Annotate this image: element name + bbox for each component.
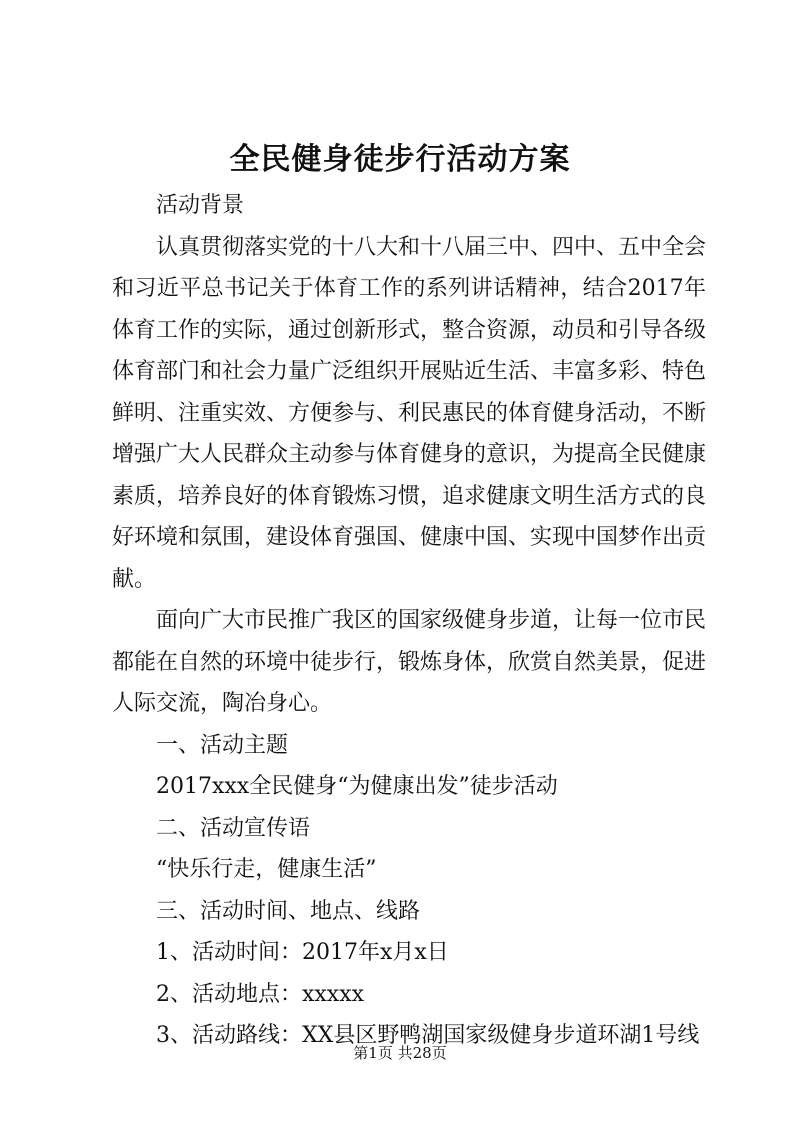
schedule-route: 3、活动路线：XX县区野鸭湖国家级健身步道环湖1号线 [156,1023,700,1048]
paragraph-background-detail: 认真贯彻落实党的十八大和十八届三中、四中、五中全会和习近平总书记关于体育工作的系列讲话精神，结合2017年体育工作的实际，通过创新形式，整合资源，动员和引导各级体育部门和社会力量广泛组织开展贴近生活、丰富多彩、特色鲜明、注重实效、方便参与、利民惠民的体育健身活动，不断增强广大人民群众主动参与体育健身的意识，为提高全民健康素质，培养良好的体育锻炼习惯，追求健康文明生活方式的良好环境和氛围，建设体育强国、健康中国、实现中国梦作出贡献。 [112,234,707,592]
document-title: 全民健身徒步行活动方案 [229,142,571,177]
section-heading-schedule: 三、活动时间、地点、线路 [156,898,421,924]
section-heading-slogan: 二、活动宣传语 [156,815,311,841]
page-number: 第1页 共28页 [353,1044,447,1062]
section-heading-background: 活动背景 [156,193,245,218]
document-body [112,185,706,1057]
schedule-time: 1、活动时间：2017年x月x日 [156,940,449,965]
schedule-location: 2、活动地点：xxxxx [156,981,365,1007]
slogan-text: “快乐行走，健康生活” [156,857,377,882]
theme-text: 2017xxx全民健身“为健康出发”徒步活动 [156,774,558,799]
section-heading-theme: 一、活动主题 [156,732,289,758]
paragraph-promotion: 面向广大市民推广我区的国家级健身步道，让每一位市民都能在自然的环境中徒步行，锻炼身体，欣赏自然美景，促进人际交流，陶冶身心。 [112,608,707,716]
